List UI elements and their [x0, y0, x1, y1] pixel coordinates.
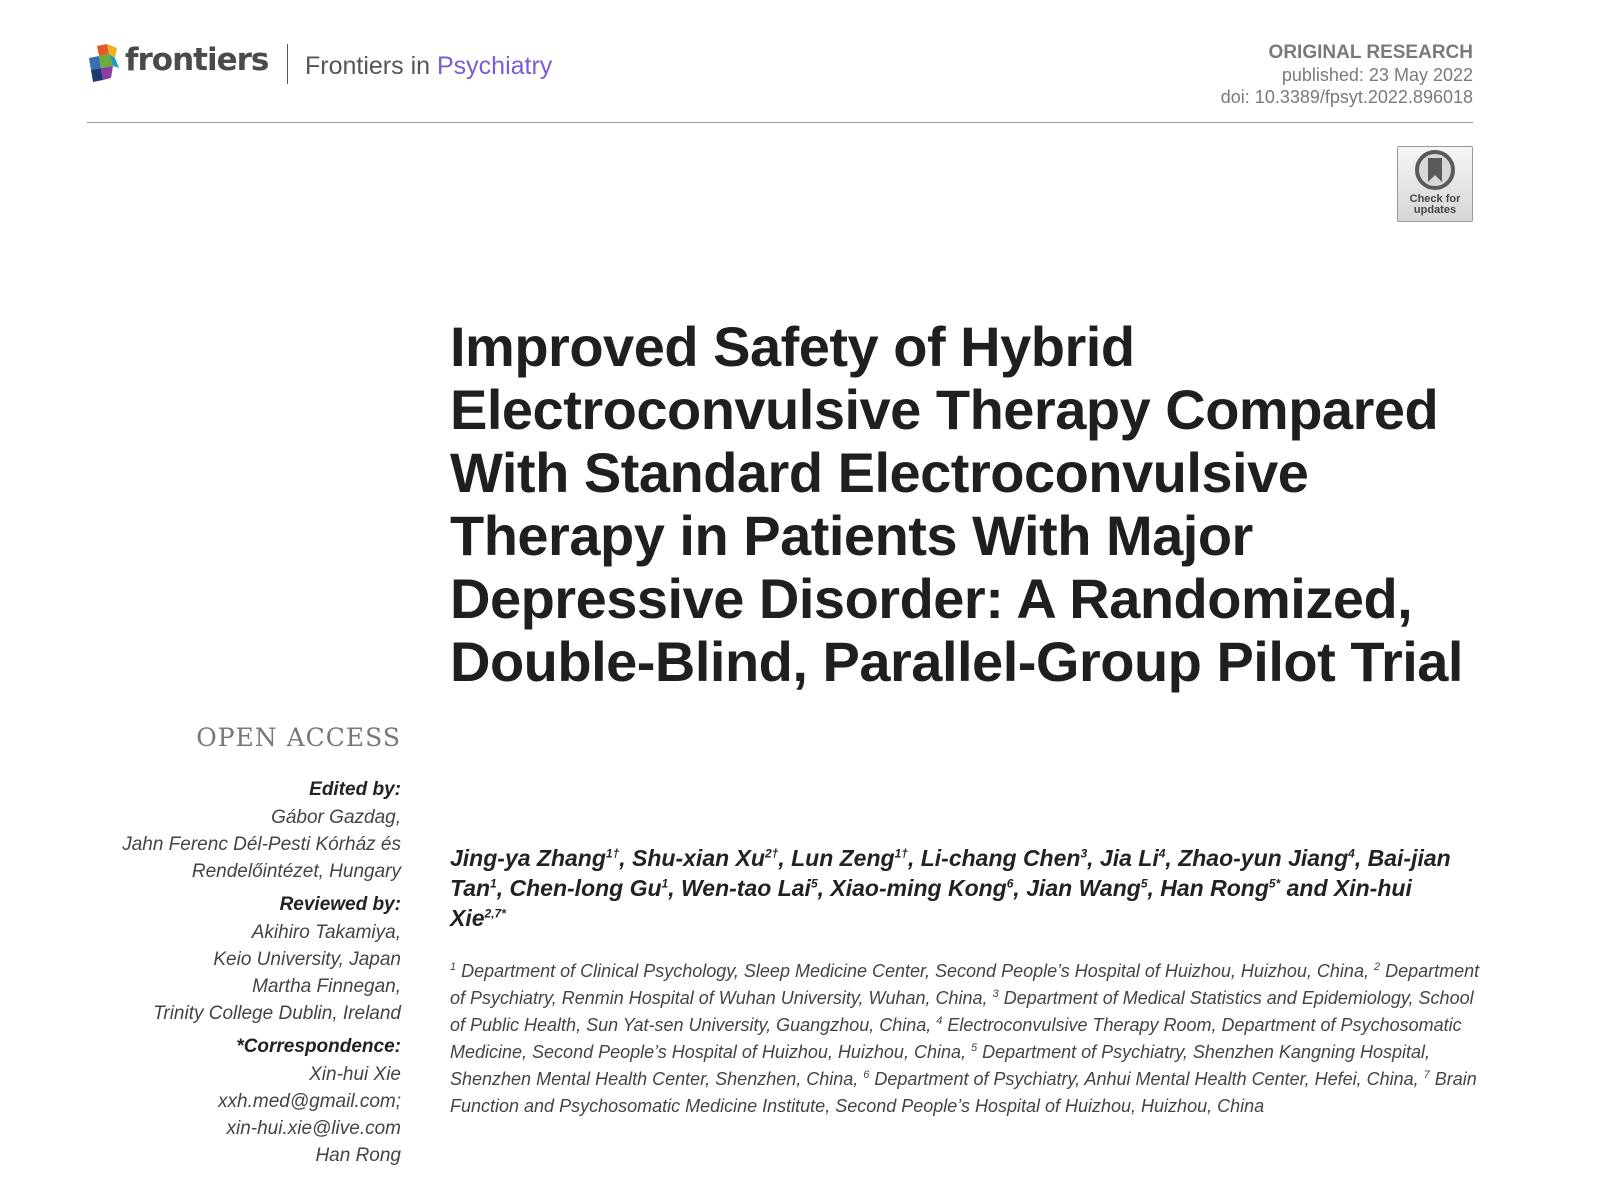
article-title: Improved Safety of Hybrid Electroconvulsive Therapy Compared With Standard Electroconvulsive Therapy in Patients With Major Depressive Disorder: A Randomized, Double-Blind, Parallel-Group Pilot Trial	[450, 315, 1463, 693]
author-list: Jing-ya Zhang$^{1\dagger}$, Shu-xian $Xu^{2\dagger}$, Lun Zeng$^{1\dagger}$, Li-chang Chen$^3$, Jia Li$^4$, Zhao-yun Jiang$^4$, Bai-jian Tan$^1$, Chen-long Gu$^1$, Wen-tao Lai$^5$, Xiao-ming Kong$^6$, Jian Wang$^5$, Han Rong$^{5*}$ and Xin-hui Xie$^{2,7*}$	[450, 845, 1451, 931]
article-meta	[1221, 42, 1473, 108]
editor-line: Jahn Ferenc Dél-Pesti Kórház és	[122, 834, 401, 855]
journal-name[interactable]: Frontiers in Psychiatry	[305, 52, 553, 80]
author-name[interactable]: Lun Zeng$^{1\dagger}$	[791, 845, 908, 871]
correspondent-email[interactable]: xxh.med@gmail.com;	[218, 1091, 401, 1112]
reviewer-line[interactable]: Martha Finnegan,	[252, 976, 401, 997]
author-name[interactable]: Zhao-yun Jiang$^4$	[1178, 845, 1355, 871]
published-date: published: 23 May 2022	[1281, 65, 1473, 85]
author-name[interactable]: Bai-jian Tan$^1$	[450, 845, 1451, 901]
correspondent-name: Xin-hui Xie	[309, 1064, 401, 1085]
article-type: ORIGINAL RESEARCH	[1268, 42, 1473, 63]
article-sidebar	[80, 718, 401, 1169]
author-name[interactable]: Chen-long Gu$^1$	[509, 875, 669, 901]
affiliation-item: $^5$ Department of Psychiatry, Shenzhen Kangning Hospital, Shenzhen Mental Health Center, Shenzhen, China,	[450, 1042, 1431, 1089]
author-name[interactable]: Jian Wang$^5$	[1026, 875, 1148, 901]
reviewer-line: Keio University, Japan	[213, 949, 401, 970]
frontiers-logo-icon	[87, 44, 121, 84]
check-for-updates-label: Check for updates	[1409, 193, 1461, 216]
reviewer-line[interactable]: Akihiro Takamiya,	[251, 922, 401, 943]
editor-line: Rendelőintézet, Hungary	[191, 861, 401, 882]
author-name[interactable]: Xin-hui Xie$^{2,7*}$	[450, 875, 1412, 931]
author-name[interactable]: Wen-tao Lai$^5$	[681, 875, 818, 901]
open-access-label: OPEN ACCESS	[196, 723, 401, 752]
edited-by-heading: Edited by:	[309, 779, 401, 800]
check-for-updates-button[interactable]	[1397, 146, 1473, 222]
header-rule	[87, 122, 1473, 123]
author-name[interactable]: Shu-xian $Xu^{2\dagger}$	[632, 845, 779, 871]
correspondent-name: Han Rong	[315, 1145, 401, 1166]
reviewer-line: Trinity College Dublin, Ireland	[153, 1003, 401, 1024]
author-name[interactable]: Jia Li$^4$	[1099, 845, 1166, 871]
affiliation-item: $^1$ Department of Clinical Psychology, Sleep Medicine Center, Second People’s Hospital of Huizhou, Huizhou, China,	[450, 961, 1374, 981]
header-divider	[287, 44, 288, 84]
affiliations	[450, 958, 1490, 1120]
affiliation-item: $^4$ Electroconvulsive Therapy Room, Department of Psychosomatic Medicine, Second People’s Hospital of Huizhou, Huizhou, China,	[450, 1015, 1462, 1062]
author-name[interactable]: Xiao-ming Kong$^6$	[830, 875, 1014, 901]
brand-name[interactable]: frontiers	[125, 42, 269, 78]
affiliation-item: $^3$ Department of Medical Statistics and Epidemiology, School of Public Health, Sun Yat-sen University, Guangzhou, China,	[450, 988, 1474, 1035]
correspondent-email[interactable]: xin-hui.xie@live.com	[226, 1118, 401, 1139]
page-header	[87, 40, 1473, 107]
affiliation-item: $^6$ Department of Psychiatry, Anhui Mental Health Center, Hefei, China,	[863, 1069, 1424, 1089]
reviewed-by-heading: Reviewed by:	[279, 894, 401, 915]
affiliation-item: $^2$ Department of Psychiatry, Renmin Hospital of Wuhan University, Wuhan, China,	[450, 961, 1480, 1008]
author-name[interactable]: Li-chang Chen$^3$	[920, 845, 1088, 871]
doi-link[interactable]: doi: 10.3389/fpsyt.2022.896018	[1220, 87, 1473, 107]
bookmark-icon	[1415, 150, 1455, 192]
correspondence-heading: *Correspondence:	[236, 1036, 401, 1057]
author-name[interactable]: Han Rong$^{5*}$	[1160, 875, 1281, 901]
affiliation-item: $^7$ Brain Function and Psychosomatic Medicine Institute, Second People’s Hospital of Huizhou, Huizhou, China	[450, 1069, 1477, 1116]
author-name[interactable]: Jing-ya Zhang$^{1\dagger}$	[450, 845, 620, 871]
editor-line[interactable]: Gábor Gazdag,	[271, 807, 401, 828]
